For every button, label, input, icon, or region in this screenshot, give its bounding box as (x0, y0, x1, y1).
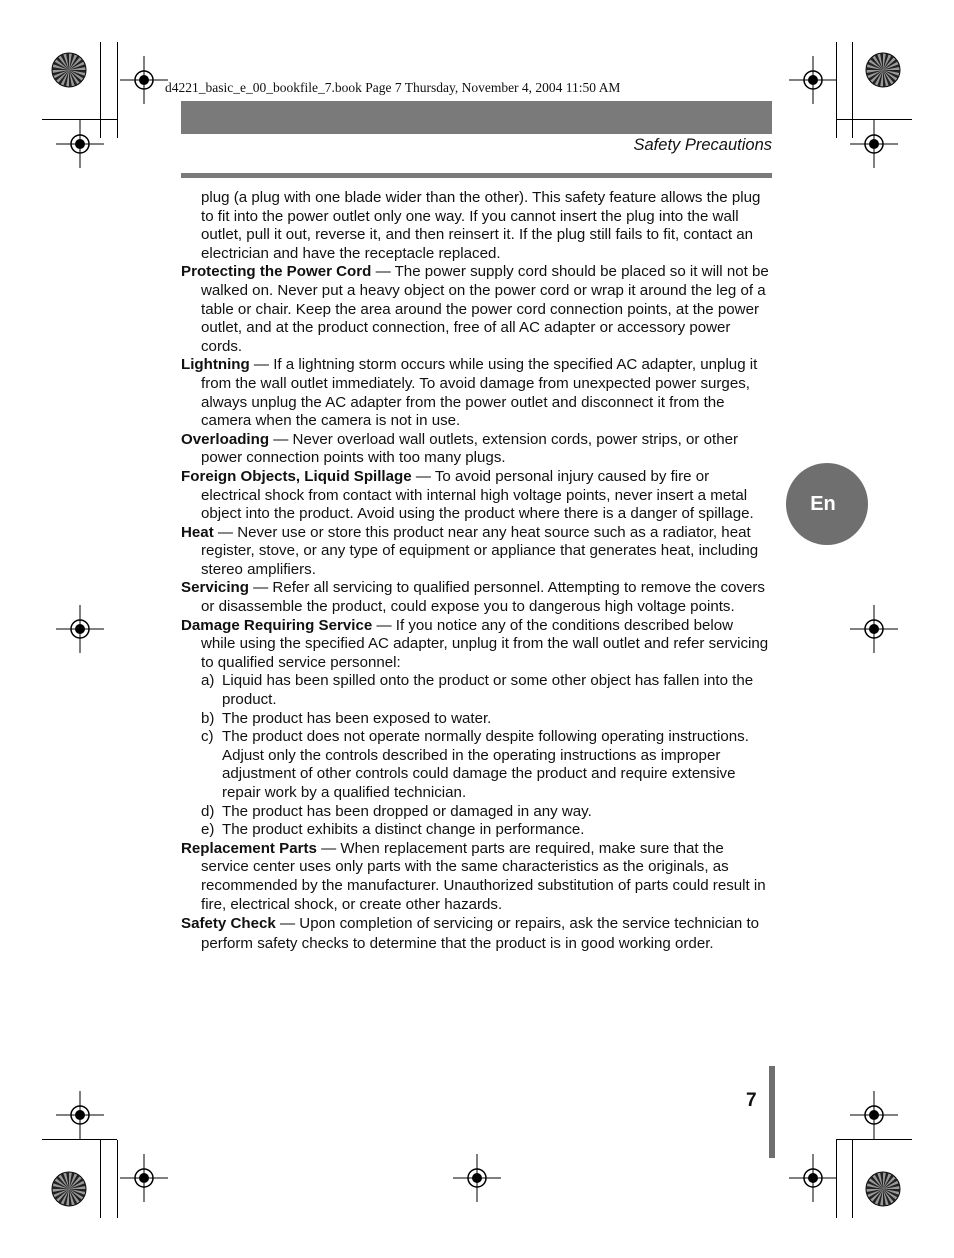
starburst-mark-icon (51, 1171, 87, 1207)
conditions-list (181, 672, 771, 839)
registration-mark-icon (120, 1154, 168, 1202)
item-overloading (181, 431, 771, 468)
item-heat (181, 524, 771, 580)
term: Servicing (181, 579, 249, 597)
term: Lightning (181, 356, 250, 374)
list-marker: e) (201, 821, 215, 839)
starburst-mark-icon (51, 52, 87, 88)
registration-mark-icon (789, 1154, 837, 1202)
registration-mark-icon (56, 120, 104, 168)
list-item (201, 821, 771, 840)
registration-mark-icon (850, 120, 898, 168)
item-replacement-parts (181, 840, 771, 914)
item-damage-requiring-service (181, 617, 771, 673)
crop-line (836, 1139, 912, 1140)
starburst-mark-icon (865, 52, 901, 88)
description: — To avoid personal injury caused by fire or electrical shock from contact with internal high voltage points, never insert a metal object into the product. Avoid using the product where there is a danger of spillage. (201, 467, 754, 523)
header-bar (181, 101, 772, 134)
description: — Refer all servicing to qualified personnel. Attempting to remove the covers or disassemble the product, could expose you to dangerous high voltage points. (201, 579, 765, 616)
section-title: Safety Precautions (633, 136, 772, 154)
list-text: The product has been exposed to water. (222, 709, 492, 727)
list-text: The product does not operate normally despite following operating instructions. Adjust only the controls described in the operating instructions as improper adjustment of other controls could damage the product and require extensive repair work by a qualified technician. (222, 728, 749, 801)
list-text: The product has been dropped or damaged in any way. (222, 802, 592, 820)
description: — If a lightning storm occurs while using the specified AC adapter, unplug it from the wall outlet immediately. To avoid damage from unexpected power surges, always unplug the AC adapter from the power outlet and disconnect it from the camera when the camera is not in use. (201, 356, 758, 430)
crop-line (42, 1139, 117, 1140)
crop-line (100, 1140, 101, 1218)
item-safety-check (181, 914, 771, 954)
crop-line (117, 1140, 118, 1218)
term: Heat (181, 523, 214, 541)
term: Damage Requiring Service (181, 616, 373, 634)
list-marker: d) (201, 802, 215, 820)
language-tab: En (786, 463, 868, 545)
term: Safety Check (181, 915, 276, 933)
registration-mark-icon (789, 56, 837, 104)
page-number-bar (769, 1066, 775, 1158)
registration-mark-icon (453, 1154, 501, 1202)
book-file-info: d4221_basic_e_00_bookfile_7.book Page 7 Thursday, November 4, 2004 11:50 AM (165, 80, 621, 95)
term: Replacement Parts (181, 839, 317, 857)
term: Protecting the Power Cord (181, 263, 372, 281)
term: Overloading (181, 430, 270, 448)
starburst-mark-icon (865, 1171, 901, 1207)
description: — Upon completion of servicing or repairs, ask the service technician to perform safety checks to determine that the product is in good working order. (201, 915, 760, 953)
registration-mark-icon (56, 605, 104, 653)
description: — When replacement parts are required, make sure that the service center uses only parts with the same characteristics as the originals, as recommended by the manufacturer. Unauthorized substitution of parts could result in fire, electrical shock, or create other hazards. (201, 839, 766, 913)
list-marker: c) (201, 728, 214, 746)
list-marker: a) (201, 672, 215, 690)
page-content (181, 189, 771, 954)
item-servicing (181, 579, 771, 616)
list-item (201, 728, 771, 802)
list-text: Liquid has been spilled onto the product or some other object has fallen into the product. (222, 672, 754, 709)
list-item (201, 710, 771, 729)
registration-mark-icon (850, 605, 898, 653)
intro-continuation: plug (a plug with one blade wider than the other). This safety feature allows the plug to fit into the power outlet only one way. If you cannot insert the plug into the wall outlet, pull it out, reverse it, and then reinsert it. If the plug still fails to fit, contact an electrician and have the receptacle replaced. (201, 189, 761, 262)
header-rule (181, 173, 772, 178)
description: — Never use or store this product near any heat source such as a radiator, heat register, stove, or any type of equipment or appliance that generates heat, including stereo amplifiers. (201, 523, 759, 578)
list-marker: b) (201, 709, 215, 727)
item-foreign-objects (181, 468, 771, 524)
registration-mark-icon (120, 56, 168, 104)
page-number: 7 (746, 1090, 757, 1111)
term: Foreign Objects, Liquid Spillage (181, 467, 412, 485)
crop-line (852, 1140, 853, 1218)
description: — If you notice any of the conditions described below while using the specified AC adapter, unplug it from the wall outlet and refer servicing to qualified service personnel: (201, 616, 769, 671)
crop-line (117, 42, 118, 138)
item-power-cord (181, 263, 771, 356)
list-item (201, 803, 771, 822)
description: — The power supply cord should be placed so it will not be walked on. Never put a heavy object on the power cord or wrap it around the leg of a table or chair. Keep the area around the power cord connection points, at the power outlet, and at the product connection, free of all AC adapter or accessory power cords. (201, 263, 769, 355)
list-text: The product exhibits a distinct change in performance. (222, 821, 585, 839)
item-lightning (181, 356, 771, 430)
list-item (201, 672, 771, 709)
description: — Never overload wall outlets, extension cords, power strips, or other power connection points with too many plugs. (201, 430, 739, 467)
registration-mark-icon (56, 1091, 104, 1139)
registration-mark-icon (850, 1091, 898, 1139)
